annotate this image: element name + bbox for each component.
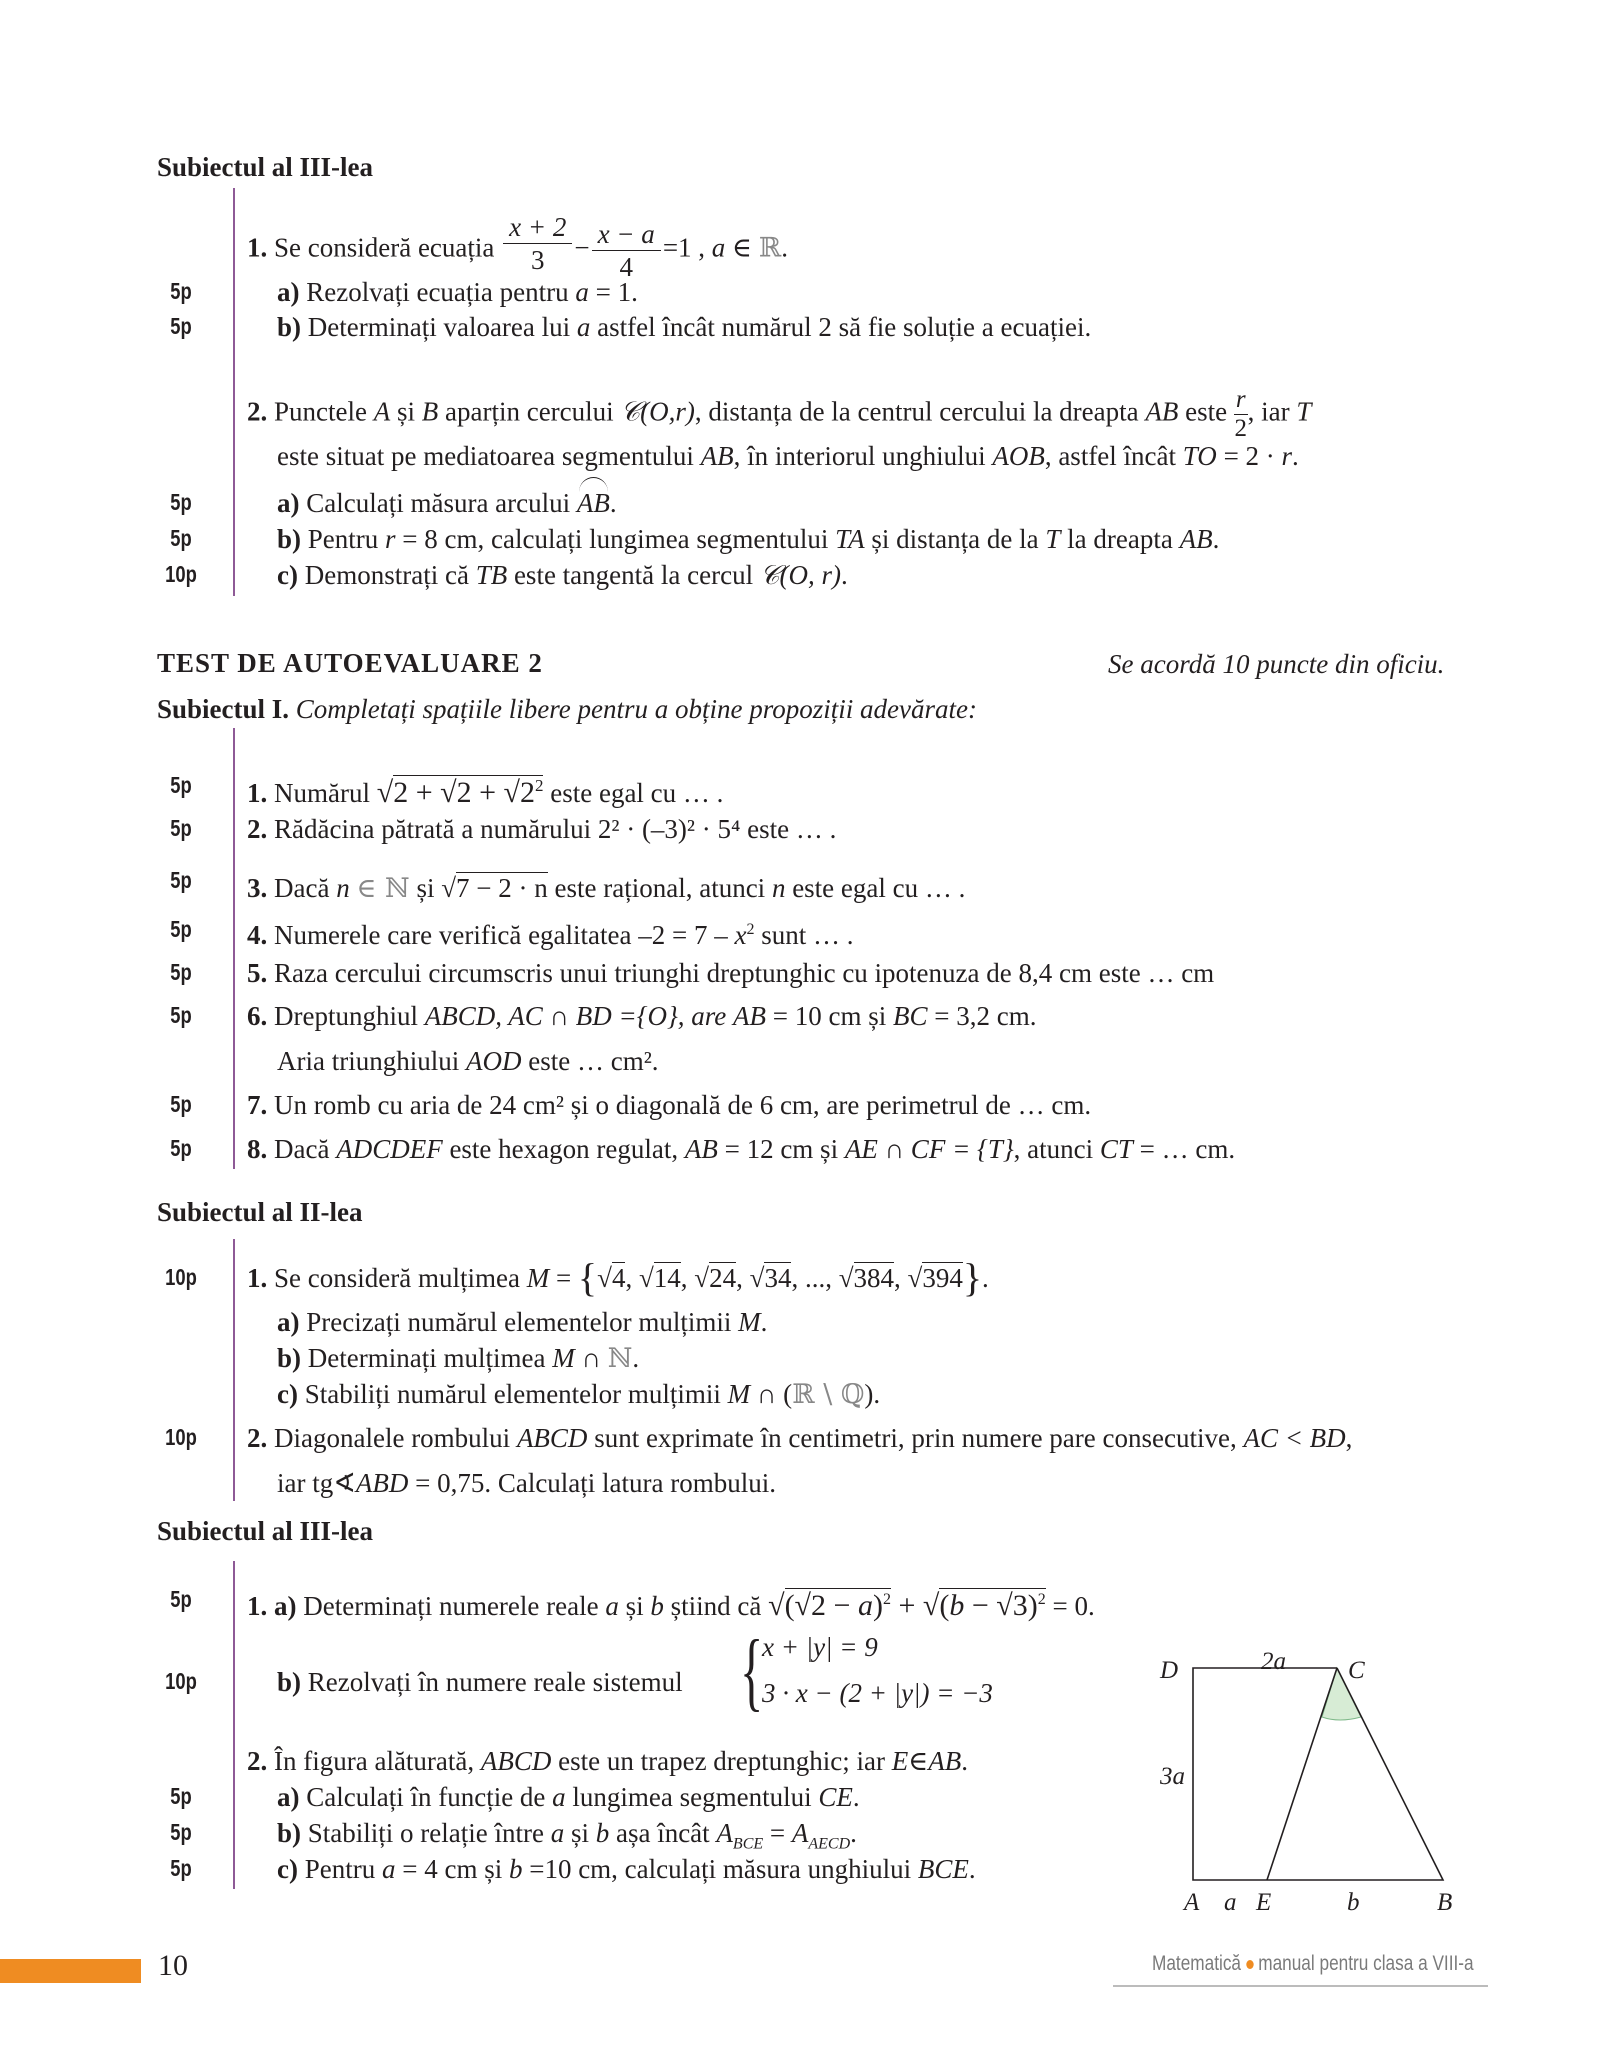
- book-title: [1152, 1952, 1474, 1976]
- rhombus-problem-line-2: [277, 1467, 776, 1499]
- subitem-text: Demonstrați că: [304, 560, 469, 590]
- punct: .: [841, 560, 848, 590]
- radicand: 14: [653, 1263, 681, 1293]
- bullet-dot-icon: [1246, 1960, 1253, 1969]
- subitem-a: [277, 1306, 767, 1338]
- item-number: 5.: [247, 958, 268, 988]
- punct: .: [961, 1746, 968, 1776]
- variable: A: [373, 396, 391, 427]
- subitem-text: astfel încât numărul 2 să fie soluție a ecuației.: [597, 312, 1092, 342]
- variable: a: [576, 312, 591, 342]
- subject-1-header: [157, 693, 977, 725]
- condition: E∈AB: [891, 1746, 962, 1776]
- problem-text: = 0.: [1052, 1591, 1095, 1621]
- triangle-name: AOD: [465, 1046, 522, 1076]
- problem-number: 2.: [247, 396, 268, 427]
- points-divider: [233, 188, 235, 596]
- segment-ce: [1267, 1668, 1337, 1880]
- fill-item-8: [247, 1133, 1235, 1165]
- subitem-label: c): [277, 1854, 298, 1884]
- item-text: Un romb cu aria de 24 cm² și o diagonală de 6 cm, are perimetrul de … cm.: [274, 1090, 1092, 1120]
- variable: a: [552, 1782, 566, 1812]
- area-symbol: A: [716, 1818, 733, 1848]
- variable: n: [336, 873, 350, 903]
- problem-2-line-2: [277, 440, 1299, 472]
- variable: b: [508, 1854, 523, 1884]
- area-subscript: AECD: [808, 1835, 851, 1853]
- operator: −: [574, 232, 590, 263]
- label-ae-length: a: [1224, 1889, 1237, 1916]
- points-label: 5p: [170, 278, 192, 304]
- problem-text: Rezolvați în numere reale sistemul: [307, 1667, 683, 1697]
- subitem-label: a): [274, 1591, 297, 1621]
- operator: ∩ (: [756, 1379, 793, 1409]
- subitem-text: Pentru: [304, 1854, 376, 1884]
- subitem-text: Stabiliți numărul elementelor mulțimii: [304, 1379, 721, 1409]
- subitem-text: la dreapta: [1067, 524, 1173, 554]
- book-subject: Matematică: [1152, 1952, 1242, 1975]
- system-equation-2: 3 · x − (2 + |y|) = −3: [762, 1678, 993, 1708]
- subject-2-title: Subiectul al II-lea: [157, 1197, 363, 1227]
- subitem-text: lungimea segmentului: [572, 1782, 812, 1812]
- points-label: 10p: [165, 561, 197, 587]
- subitem-text: = 4 cm și: [402, 1854, 503, 1884]
- points-label: 5p: [170, 815, 192, 841]
- fill-item-4: [247, 914, 853, 951]
- item-text: este hexagon regulat,: [449, 1134, 679, 1164]
- circle-notation: 𝒞(O,r): [620, 396, 695, 427]
- variable: a: [381, 1854, 396, 1884]
- points-label: 5p: [170, 1855, 192, 1881]
- radical-element: √14: [638, 1263, 681, 1293]
- segment: AB: [700, 441, 734, 471]
- punct: .: [852, 1782, 860, 1812]
- variable: T: [1045, 524, 1061, 554]
- problem-text: Punctele: [274, 396, 367, 427]
- page-number: 10: [158, 1949, 188, 1982]
- area-subscript: BCE: [732, 1835, 764, 1853]
- circle-notation: 𝒞(O, r): [759, 560, 841, 590]
- segment: CT: [1099, 1134, 1133, 1164]
- variable: x: [734, 920, 747, 950]
- problem-text: Se consideră ecuația: [274, 232, 495, 263]
- subitem-label: a): [277, 488, 300, 518]
- points-label: 5p: [170, 1091, 192, 1117]
- punct: .: [1212, 524, 1220, 554]
- item-number: 7.: [247, 1090, 268, 1120]
- points-label: 5p: [170, 916, 192, 942]
- subitem-text: Rezolvați ecuația pentru: [306, 277, 569, 307]
- set-problem: 1. Se consideră mulțimea M = {√4, √14, √24, √34, ..., √384, √394}.: [247, 1255, 989, 1300]
- radical-element: √4: [597, 1263, 626, 1293]
- points-divider: [233, 1561, 235, 1889]
- radicand: 7 − 2 · n: [456, 873, 548, 903]
- brace-close: }: [962, 1255, 983, 1300]
- variable: T: [1296, 396, 1312, 427]
- item-number: 2.: [247, 814, 268, 844]
- problem-1-intro: [247, 212, 788, 283]
- subitem-label: b): [277, 1818, 302, 1848]
- test-title: TEST DE AUTOEVALUARE 2: [157, 648, 543, 678]
- exponent: 2: [746, 921, 755, 938]
- problem-number: 1.: [247, 232, 268, 263]
- label-ad-length: 3a: [1160, 1763, 1185, 1790]
- radical-element: √394: [907, 1263, 963, 1293]
- radicand: 24: [709, 1263, 737, 1293]
- radical-expression: $√(√2 - a)^2 + √(b - √3)^2$: [768, 1589, 1046, 1622]
- problem-text: , în interiorul unghiului: [733, 441, 986, 471]
- label-d: D: [1160, 1657, 1179, 1684]
- fill-item-6-line-2: [277, 1045, 659, 1077]
- radical-element: √34: [749, 1263, 792, 1293]
- variable: M: [727, 1379, 751, 1409]
- subitem-label: a): [277, 1307, 300, 1337]
- points-label: 10p: [165, 1668, 197, 1694]
- points-label: 5p: [170, 867, 192, 893]
- subitem-text: =10 cm, calculați măsura unghiului: [529, 1854, 912, 1884]
- variable: M: [738, 1307, 761, 1337]
- subitem-label: b): [277, 1343, 302, 1373]
- points-label: 5p: [170, 1783, 192, 1809]
- item-text: = 10 cm și: [772, 1001, 887, 1031]
- points-label: 5p: [170, 1819, 192, 1845]
- punct: .: [632, 1343, 640, 1373]
- points-label: 5p: [170, 525, 192, 551]
- points-divider: [233, 728, 235, 1169]
- subitem-a: [277, 487, 617, 519]
- footer-rule: [1113, 1985, 1488, 1987]
- intersection: AE ∩ CF = {T}: [844, 1134, 1014, 1164]
- brace-open: {: [577, 1255, 598, 1300]
- numerator: x − a: [592, 218, 661, 251]
- segment: BC: [893, 1001, 928, 1031]
- segment: AB: [684, 1134, 718, 1164]
- problem-2-line-1: [247, 386, 1311, 443]
- denominator: 2: [1234, 415, 1247, 442]
- problem-number: 1.: [247, 1591, 268, 1621]
- points-label: 5p: [170, 1135, 192, 1161]
- subitem-b: [277, 311, 1091, 343]
- subitem-text: Stabiliți o relație între: [307, 1818, 544, 1848]
- item-text: = 12 cm și: [724, 1134, 839, 1164]
- subitem-text: Calculați în funcție de: [306, 1782, 546, 1812]
- points-label: 5p: [170, 489, 192, 515]
- item-number: 8.: [247, 1134, 268, 1164]
- punct: .: [760, 1307, 768, 1337]
- item-text: , atunci: [1013, 1134, 1094, 1164]
- item-number: 4.: [247, 920, 268, 950]
- segment: CE: [818, 1782, 853, 1812]
- segment: AB: [1145, 396, 1179, 427]
- rhombus-problem: [247, 1422, 1352, 1454]
- item-text: Dreptunghiul: [274, 1001, 418, 1031]
- set-symbol: ∈ ℕ: [356, 873, 410, 904]
- area-symbol: A: [791, 1818, 809, 1848]
- problem-text: = 2 ·: [1223, 441, 1275, 471]
- fraction: [503, 211, 572, 276]
- item-text: și: [416, 873, 435, 903]
- subitem-b: [277, 523, 1219, 555]
- item-text: este rațional, atunci: [554, 873, 766, 903]
- punct: .: [781, 232, 788, 263]
- problem-number: 2.: [247, 1746, 268, 1776]
- radicand: 394: [922, 1263, 963, 1293]
- set-symbol: ℝ: [758, 232, 782, 264]
- problem-text: știind că: [670, 1591, 762, 1621]
- label-a: A: [1184, 1889, 1200, 1916]
- variable: r: [385, 524, 396, 554]
- subitem-text: Determinați mulțimea: [307, 1343, 546, 1373]
- nested-radical: $√2 + √2 + √2^2$: [376, 776, 544, 809]
- label-eb-length: b: [1347, 1889, 1360, 1916]
- subitem-text: așa încât: [615, 1818, 710, 1848]
- punct: .: [850, 1818, 857, 1848]
- variable: b: [650, 1591, 664, 1621]
- radicand: 384: [853, 1263, 895, 1293]
- item-text: Numărul: [274, 778, 370, 808]
- item-text: , AC ∩ BD ={O}, are: [495, 1001, 727, 1031]
- operator: =: [769, 1818, 786, 1848]
- variable: n: [771, 873, 786, 903]
- denominator: 4: [619, 252, 633, 282]
- item-text: este egal cu … .: [792, 873, 966, 903]
- denominator: 3: [531, 245, 545, 275]
- item-text: Numerele care verifică egalitatea –2 = 7 –: [274, 920, 728, 950]
- item-text: sunt … .: [761, 920, 854, 950]
- ellipsis: ...,: [804, 1263, 832, 1293]
- points-label: 5p: [170, 959, 192, 985]
- arc-notation: AB: [576, 488, 610, 518]
- subitem-label: b): [277, 524, 302, 554]
- punct: ,: [1345, 1423, 1353, 1453]
- problem-text: , astfel încât: [1044, 441, 1177, 471]
- fraction: [592, 218, 661, 283]
- problem-text: și: [396, 396, 415, 427]
- problem-text: , distanța de la centrul cercului la dreapta: [694, 396, 1139, 427]
- problem-text: este un trapez dreptunghic; iar: [558, 1746, 886, 1776]
- punct: .: [1292, 441, 1299, 471]
- problem-1a: [247, 1584, 1095, 1622]
- item-text: = … cm.: [1139, 1134, 1236, 1164]
- radical: √7 − 2 · n: [441, 873, 548, 903]
- operator: ∈: [732, 232, 753, 263]
- problem-text: În figura alăturată,: [274, 1746, 475, 1776]
- figure-name: ABCD: [480, 1746, 552, 1776]
- subitem-text: Calculați măsura arcului: [306, 488, 571, 518]
- variable: M: [526, 1263, 550, 1293]
- subitem-label: a): [277, 277, 300, 307]
- subitem-text: este tangentă la cercul: [513, 560, 754, 590]
- problem-text: sunt exprimate în centimetri, prin numere pare consecutive,: [594, 1423, 1237, 1453]
- points-label: 10p: [165, 1264, 197, 1290]
- set-symbol: ℝ \ ℚ: [792, 1379, 865, 1410]
- variable: r: [1281, 441, 1293, 471]
- item-text: Rădăcina pătrată a numărului 2² · (–3)² · 5⁴ este … .: [274, 814, 837, 844]
- fill-item-5: [247, 957, 1214, 989]
- problem-text: Determinați numerele reale: [303, 1591, 599, 1621]
- subject-3-title: Subiectul al III-lea: [157, 1516, 374, 1546]
- equation-rhs: =1 ,: [662, 232, 706, 263]
- subitem-c: [277, 1378, 880, 1411]
- subject-title: Subiectul I.: [157, 694, 290, 724]
- problem-text: aparțin cercului: [445, 396, 614, 427]
- figure-name: ABCD: [516, 1423, 588, 1453]
- item-text: Dacă: [274, 873, 330, 903]
- segment: AB: [733, 1001, 767, 1031]
- radical-element: √384: [838, 1263, 895, 1293]
- points-label: 5p: [170, 313, 192, 339]
- subitem-label: a): [277, 1782, 300, 1812]
- item-number: 3.: [247, 873, 268, 903]
- radicand: 34: [764, 1263, 792, 1293]
- subitem-c: [277, 559, 848, 591]
- radical-element: √24: [694, 1263, 737, 1293]
- subitem-text: Precizați numărul elementelor mulțimii: [306, 1307, 732, 1337]
- problem-text: este: [1185, 396, 1228, 427]
- condition: AC < BD: [1243, 1423, 1346, 1453]
- problem-number: 2.: [247, 1423, 268, 1453]
- item-text: este … cm².: [528, 1046, 659, 1076]
- fill-item-3: [247, 872, 965, 905]
- subitem-label: b): [277, 312, 302, 342]
- variable: b: [595, 1818, 610, 1848]
- problem-text: Se consideră mulțimea: [274, 1263, 520, 1293]
- problem-text: este situat pe mediatoarea segmentului: [277, 441, 694, 471]
- problem-text: , iar: [1247, 396, 1290, 427]
- subitem-text: Determinați valoarea lui: [307, 312, 571, 342]
- numerator: x + 2: [503, 211, 572, 244]
- fill-item-2: [247, 813, 836, 845]
- label-b: B: [1437, 1889, 1453, 1916]
- segment: TO: [1182, 441, 1217, 471]
- item-number: 6.: [247, 1001, 268, 1031]
- trapezoid-figure: [1140, 1620, 1480, 1920]
- fraction: [1234, 386, 1248, 443]
- fill-item-1: [247, 770, 723, 809]
- subitem-a: [277, 1781, 860, 1813]
- problem-2-intro: [247, 1745, 968, 1777]
- footer-accent-bar: [0, 1959, 141, 1983]
- problem-text: Diagonalele rombului: [274, 1423, 511, 1453]
- label-e: E: [1256, 1889, 1272, 1916]
- book-subtitle: manual pentru clasa a VIII-a: [1258, 1952, 1474, 1975]
- item-text: = 3,2 cm.: [934, 1001, 1037, 1031]
- set-symbol: ℕ: [607, 1343, 633, 1374]
- problem-text: iar tg∢: [277, 1468, 356, 1498]
- figure-name: ABCD: [424, 1001, 496, 1031]
- subitem-label: c): [277, 1379, 298, 1409]
- segment: TA: [835, 524, 865, 554]
- variable: a: [711, 232, 726, 263]
- subitem-text: = 8 cm, calculați lungimea segmentului: [402, 524, 829, 554]
- subitem-c: [277, 1853, 976, 1885]
- item-number: 1.: [247, 778, 268, 808]
- problem-text: = 0,75. Calculați latura rombului.: [415, 1468, 776, 1498]
- section-heading: Subiectul al III-lea: [157, 152, 374, 182]
- label-c: C: [1348, 1657, 1365, 1684]
- numerator: r: [1235, 386, 1246, 413]
- angle: BCE: [917, 1854, 969, 1884]
- points-label: 5p: [170, 1586, 192, 1612]
- points-divider: [233, 1239, 235, 1501]
- subitem-text: și distanța de la: [871, 524, 1039, 554]
- angle: AOB: [992, 441, 1045, 471]
- subitem-text: Pentru: [307, 524, 379, 554]
- segment: AB: [1179, 524, 1213, 554]
- segment: TB: [475, 560, 508, 590]
- label-dc-length: 2a: [1261, 1648, 1286, 1675]
- punct: .: [609, 488, 617, 518]
- system-equation-1: x + |y| = 9: [762, 1632, 878, 1662]
- subitem-b: [277, 1342, 639, 1375]
- item-text: Raza cercului circumscris unui triunghi dreptunghic cu ipotenuza de 8,4 cm este … cm: [274, 958, 1215, 988]
- points-label: 5p: [170, 772, 192, 798]
- problem-text: și: [625, 1591, 644, 1621]
- subject-instruction: Completați spațiile libere pentru a obține propoziții adevărate:: [295, 694, 977, 724]
- points-label: 10p: [165, 1424, 197, 1450]
- variable: M: [552, 1343, 575, 1373]
- variable: a: [575, 277, 589, 307]
- subitem-label: c): [277, 560, 298, 590]
- variable: a: [550, 1818, 565, 1848]
- figure-name: ADCDEF: [336, 1134, 443, 1164]
- trapezoid-outline: [1193, 1668, 1443, 1880]
- variable: a: [605, 1591, 619, 1621]
- bonus-note: Se acordă 10 puncte din oficiu.: [1108, 649, 1445, 679]
- subitem-label: b): [277, 1667, 302, 1697]
- item-text: este egal cu … .: [550, 778, 724, 808]
- punct: .: [968, 1854, 976, 1884]
- variable: B: [421, 396, 439, 427]
- punct: .: [982, 1263, 989, 1293]
- subitem-a: [277, 276, 638, 308]
- subitem-text: = 1.: [595, 277, 638, 307]
- radicand: 4: [611, 1263, 626, 1293]
- fill-item-6: [247, 1000, 1037, 1032]
- points-label: 5p: [170, 1002, 192, 1028]
- punct: ).: [864, 1379, 881, 1409]
- problem-1b: [277, 1666, 683, 1698]
- system-brace: {: [740, 1623, 764, 1720]
- operator: ∩: [581, 1343, 601, 1373]
- problem-number: 1.: [247, 1263, 268, 1293]
- item-text: Dacă: [274, 1134, 330, 1164]
- operator: =: [555, 1263, 572, 1293]
- subitem-text: și: [570, 1818, 589, 1848]
- angle: ABD: [355, 1468, 409, 1498]
- fill-item-7: [247, 1089, 1091, 1121]
- item-text: Aria triunghiului: [277, 1046, 460, 1076]
